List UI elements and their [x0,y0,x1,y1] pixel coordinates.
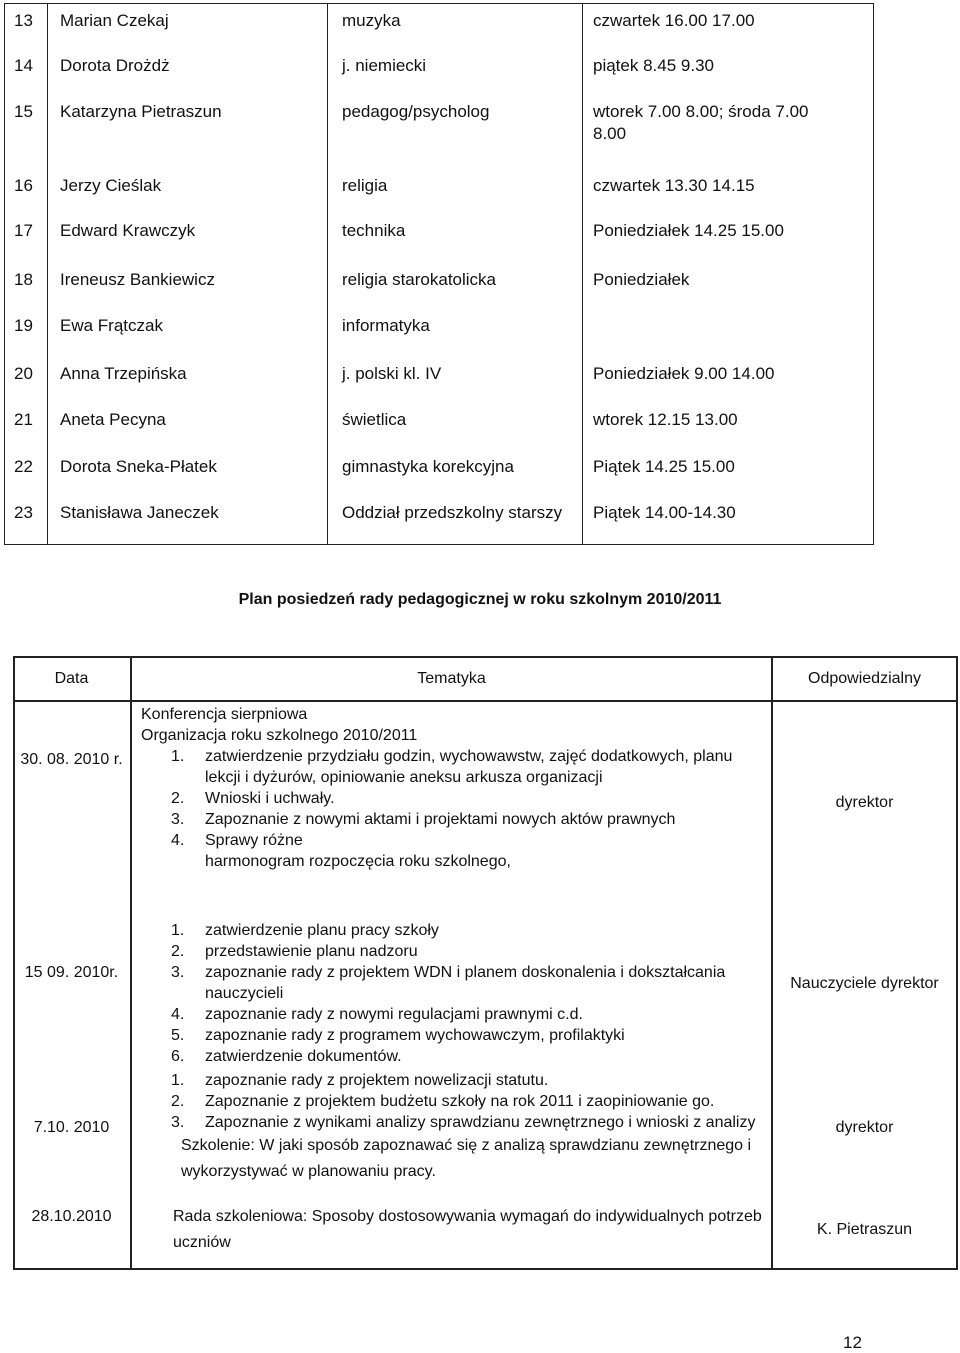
row-number: 21 [14,410,33,429]
teacher-name: Katarzyna Pietraszun [60,102,222,121]
subject: religia starokatolicka [342,270,497,289]
list-item: 1. zapoznanie rady z projektem nowelizacji statutu. [171,1072,549,1089]
list-item: 2. Zapoznanie z projektem budżetu szkoły na rok 2011 i zaopiniowanie go. [171,1093,715,1110]
row-number: 15 [14,102,33,121]
list-item: 3. zapoznanie rady z projektem WDN i planem doskonalenia i dokształcania nauczycieli [171,964,726,1002]
meeting-topics [141,920,766,1067]
teacher-name: Ireneusz Bankiewicz [60,270,215,289]
row-number: 19 [14,316,33,335]
row-number: 20 [14,364,33,383]
consultation-time: czwartek 16.00 17.00 [593,11,755,30]
table-border [13,700,958,702]
meeting-topics [141,704,766,872]
list-item: 5. zapoznanie rady z programem wychowawczym, profilaktyki [171,1027,625,1044]
topic-line: wykorzystywać w planowaniu pracy. [181,1163,436,1180]
subject: j. polski kl. IV [342,364,442,383]
meeting-date: 30. 08. 2010 r. [20,751,123,768]
teacher-name: Anna Trzepińska [60,364,187,383]
topic-line: Konferencja sierpniowa [141,706,308,723]
teacher-name: Aneta Pecyna [60,410,166,429]
row-number: 16 [14,176,33,195]
subject: gimnastyka korekcyjna [342,457,514,476]
topic-line: Organizacja roku szkolnego 2010/2011 [141,727,418,744]
subject: informatyka [342,316,430,335]
list-item: 2. Wnioski i uchwały. [171,790,335,807]
column-divider [130,656,132,1270]
meeting-topics [141,1070,766,1185]
teacher-name: Jerzy Cieślak [60,176,162,195]
row-number: 22 [14,457,33,476]
row-number: 23 [14,503,33,522]
teacher-name: Dorota Sneka-Płatek [60,457,217,476]
teacher-name: Dorota Drożdż [60,56,170,75]
column-divider [327,4,328,544]
staff-schedule-table [4,3,874,545]
row-number: 18 [14,270,33,289]
consultation-time: czwartek 13.30 14.15 [593,176,755,195]
list-item: 1. zatwierdzenie planu pracy szkoły [171,922,439,939]
subject: religia [342,176,388,195]
list-item: 6. zatwierdzenie dokumentów. [171,1048,402,1065]
meetings-table [13,656,960,1274]
subject: pedagog/psycholog [342,102,490,121]
teacher-name: Ewa Frątczak [60,316,163,335]
table-border [956,656,958,1270]
topic-line: Szkolenie: W jaki sposób zapoznawać się z analizą sprawdzianu zewnętrznego i [181,1137,752,1154]
consultation-time: wtorek 12.15 13.00 [593,410,738,429]
column-divider [582,4,583,544]
list-item: 4. zapoznanie rady z nowymi regulacjami prawnymi c.d. [171,1006,583,1023]
page-number: 12 [843,1333,862,1352]
consultation-time: Poniedziałek [593,270,690,289]
row-number: 17 [14,221,33,240]
topic-line: harmonogram rozpoczęcia roku szkolnego, [205,853,511,870]
meeting-responsible: dyrektor [835,1119,894,1136]
consultation-time: wtorek 7.00 8.00; środa 7.00 8.00 [593,102,809,143]
teacher-name: Marian Czekaj [60,11,169,30]
meeting-responsible: Nauczyciele dyrektor [790,975,939,992]
meeting-date: 7.10. 2010 [33,1119,110,1136]
consultation-time: Piątek 14.00-14.30 [593,503,736,522]
list-item: 4. Sprawy różne [171,832,303,849]
column-divider [771,656,773,1270]
header-responsible: Odpowiedzialny [808,670,921,687]
row-number: 13 [14,11,33,30]
list-item: 1. zatwierdzenie przydziału godzin, wychowawstw, zajęć dodatkowych, planu lekcji i dyżurów, opiniowanie aneksu arkusza organizacji [171,748,733,786]
column-divider [47,4,48,544]
consultation-time: piątek 8.45 9.30 [593,56,714,75]
topic-line: Rada szkoleniowa: Sposoby dostosowywania wymagań do indywidualnych potrzeb [173,1208,762,1225]
table-border [13,1268,958,1270]
subject: muzyka [342,11,401,30]
subject: technika [342,221,406,240]
list-item: 2. przedstawienie planu nadzoru [171,943,418,960]
subject: świetlica [342,410,407,429]
subject: Oddział przedszkolny starszy [342,503,563,522]
header-topic: Tematyka [417,670,486,687]
teacher-name: Stanisława Janeczek [60,503,219,522]
subject: j. niemiecki [342,56,427,75]
consultation-time: Piątek 14.25 15.00 [593,457,735,476]
meeting-responsible: dyrektor [835,794,894,811]
meeting-topics [173,1204,768,1256]
section-heading: Plan posiedzeń rady pedagogicznej w roku szkolnym 2010/2011 [238,591,722,608]
teacher-name: Edward Krawczyk [60,221,196,240]
meeting-date: 28.10.2010 [31,1208,112,1225]
list-item: 3. Zapoznanie z wynikami analizy sprawdzianu zewnętrznego i wnioski z analizy [171,1114,756,1131]
header-date: Data [54,670,89,687]
list-item: 3. Zapoznanie z nowymi aktami i projektami nowych aktów prawnych [171,811,676,828]
meeting-responsible: K. Pietraszun [816,1221,913,1238]
row-number: 14 [14,56,33,75]
consultation-time: Poniedziałek 9.00 14.00 [593,364,775,383]
consultation-time: Poniedziałek 14.25 15.00 [593,221,784,240]
meeting-date: 15 09. 2010r. [24,964,119,981]
topic-line: uczniów [173,1234,231,1251]
